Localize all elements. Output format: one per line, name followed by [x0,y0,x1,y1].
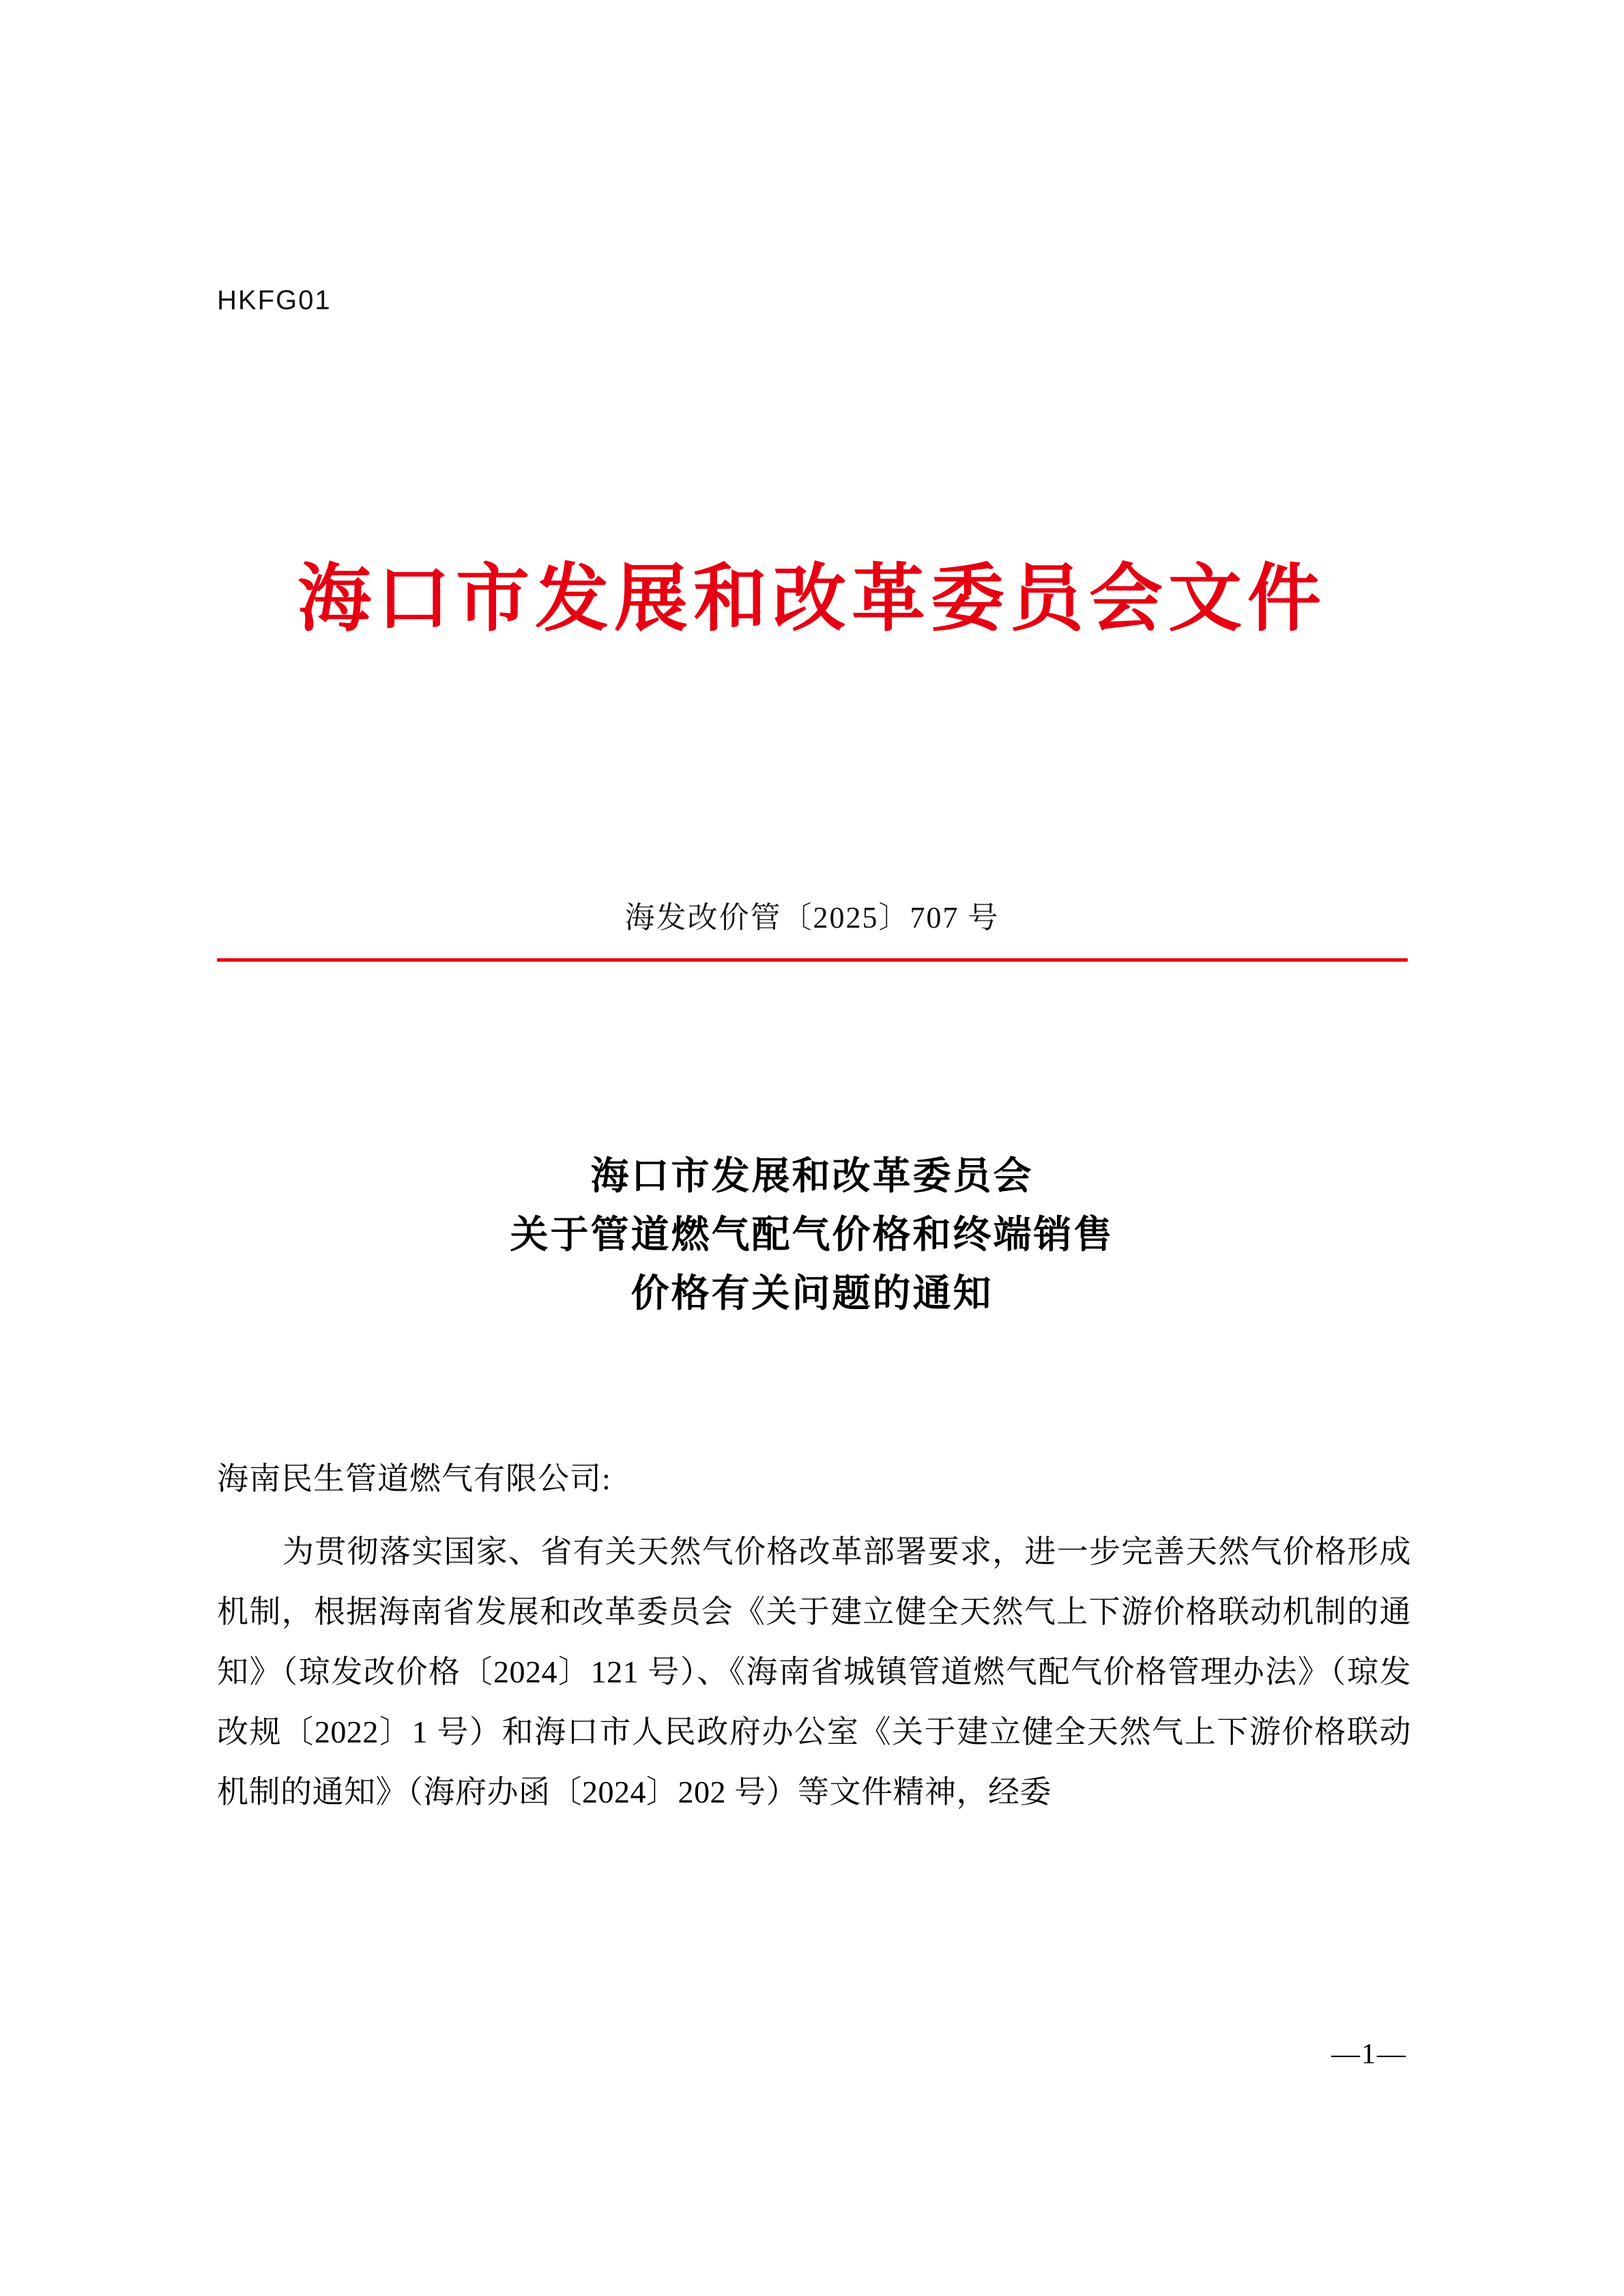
masthead-title: 海口市发展和改革委员会文件 [297,556,1326,642]
title-line-1: 海口市发展和改革委员会 [590,1153,1034,1199]
title-line-3: 价格有关问题的通知 [630,1271,994,1316]
body-paragraph-1: 为贯彻落实国家、省有关天然气价格改革部署要求，进一步完善天然气价格形成机制，根据海南省发展和改革委员会《关于建立健全天然气上下游价格联动机制的通知》（琼发改价格〔2024〕121 号）、《海南省城镇管道燃气配气价格管理办法》（琼发改规〔2022〕1 号）和海口市人民政府办公室《关于建立健全天然气上下游价格联动机制的通知》（海府办函〔2024〕202 号）等文件精神，经委 [217,1534,1411,1809]
body-text [217,1522,1411,1822]
document-number: 海发改价管〔2025〕707 号 [624,901,1000,934]
red-divider-rule [217,958,1408,962]
document-title [0,1147,1624,1323]
page-number: —1— [1331,2039,1407,2070]
document-code: HKFG01 [217,285,332,315]
addressee-line: 海南民生管道燃气有限公司: [217,1461,611,1496]
title-line-2: 关于管道燃气配气价格和终端销售 [510,1212,1114,1257]
